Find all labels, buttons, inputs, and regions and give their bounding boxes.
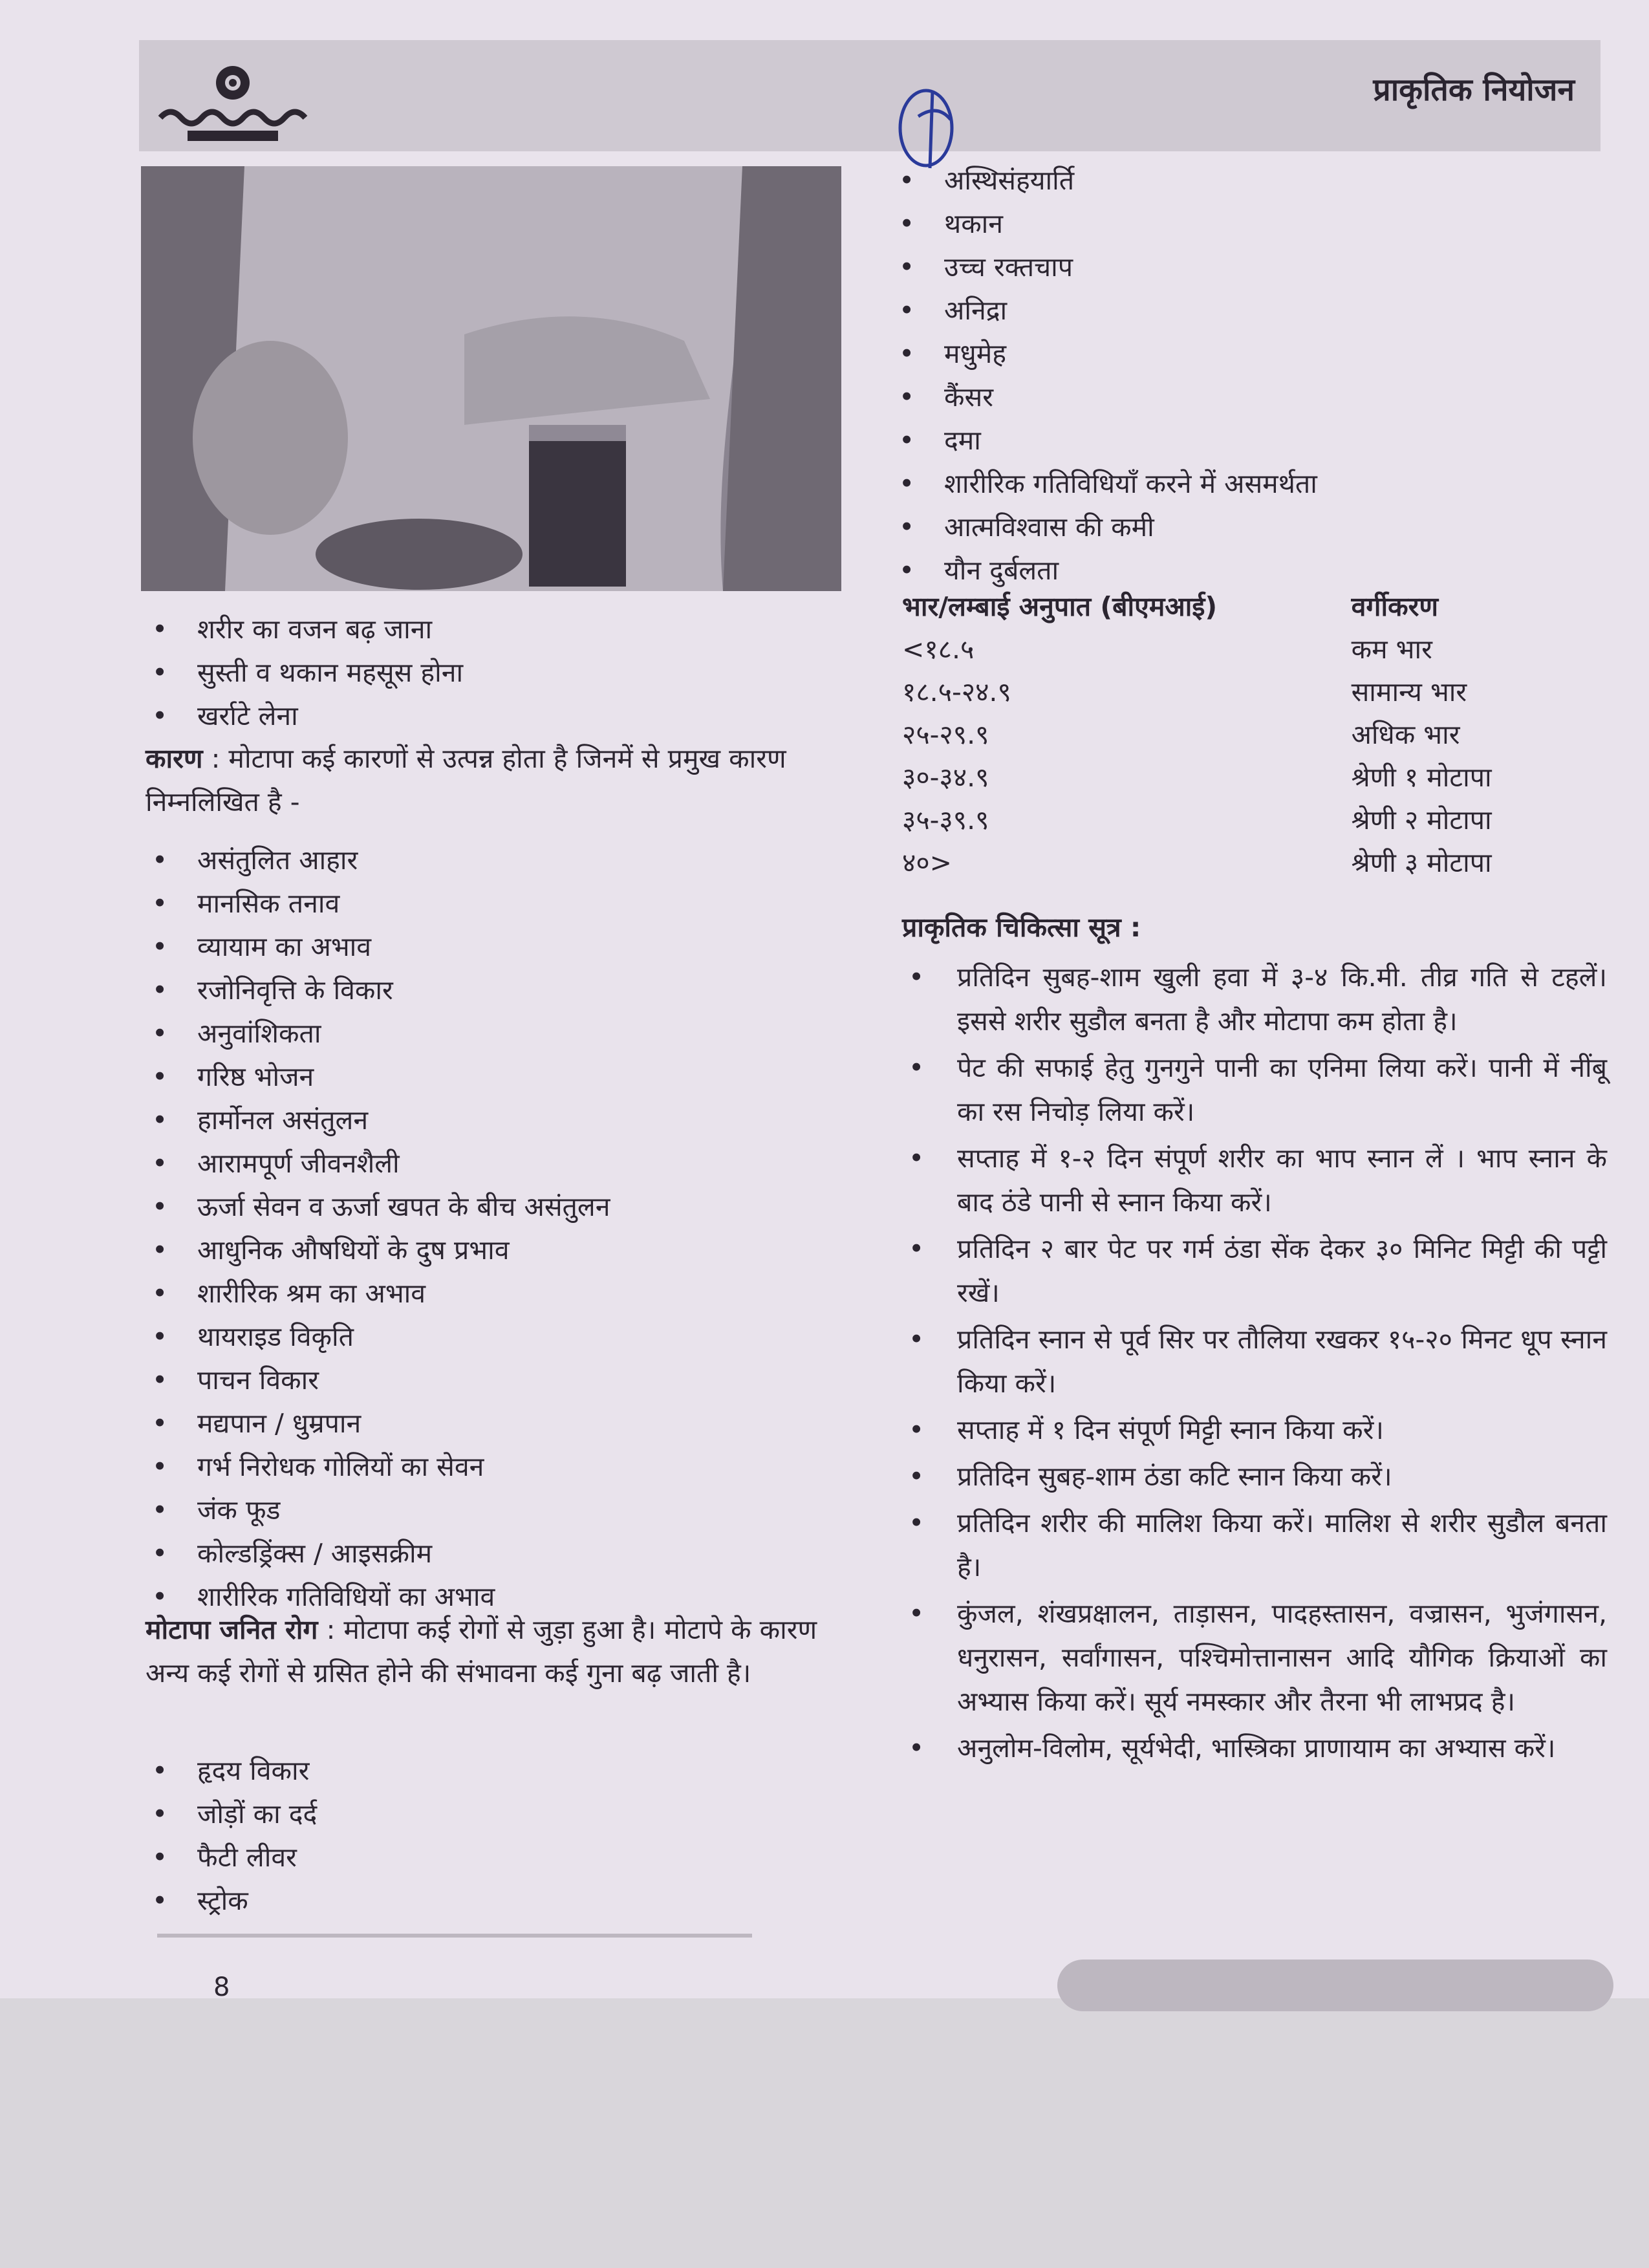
list-item: • मानसिक तनाव [146,882,857,925]
list-item: • यौन दुर्बलता [892,549,1604,592]
bmi-range: १८.५-२४.९ [902,676,1011,707]
list-item: • दमा [892,419,1604,462]
obesity-photo [141,166,841,591]
list-item: • कोल्डड्रिंक्स / आइसक्रीम [146,1532,857,1575]
bmi-class: कम भार [1351,634,1432,665]
table-row [902,756,1549,799]
list-item: • आरामपूर्ण जीवनशैली [146,1142,857,1185]
list-item: • कुंजल, शंखप्रक्षालन, ताड़ासन, पादहस्तासन, वज्रासन, भुजंगासन, धनुरासन, सर्वांगासन, पश्चिमोत्तानासन आदि यौगिक क्रियाओं का अभ्यास किया करें। सूर्य नमस्कार और तैरना भी लाभप्रद है। [902,1592,1607,1723]
list-item: • उच्च रक्तचाप [892,246,1604,289]
table-row [902,628,1549,671]
list-item: • गर्भ निरोधक गोलियों का सेवन [146,1445,857,1489]
list-item: • खर्राटे लेना [146,695,857,738]
diseases-intro [146,1608,857,1695]
bmi-range: ४०> [902,847,952,878]
causes-list [146,839,857,1619]
list-item: • प्रतिदिन सुबह-शाम ठंडा कटि स्नान किया करें। [902,1454,1607,1498]
table-row [902,713,1549,756]
scanner-margin [0,1998,1649,2268]
list-item: • शारीरिक गतिविधियाँ करने में असमर्थता [892,462,1604,506]
page-title: प्राकृतिक नियोजन [1373,72,1575,108]
table-row [902,799,1549,841]
list-item: • आधुनिक औषधियों के दुष प्रभाव [146,1229,857,1272]
list-item: • अस्थिसंहयार्ति [892,159,1604,202]
bmi-range: ३०-३४.९ [902,762,989,793]
list-item: • शारीरिक श्रम का अभाव [146,1272,857,1315]
causes-text: : मोटापा कई कारणों से उत्पन्न होता है जिनमें से प्रमुख कारण निम्नलिखित है - [146,743,786,817]
list-item: • अनिद्रा [892,289,1604,332]
list-item: • प्रतिदिन सुबह-शाम खुली हवा में ३-४ कि.मी. तीव्र गति से टहलें। इससे शरीर सुडौल बनता है और मोटापा कम होता है। [902,955,1607,1043]
list-item: • प्रतिदिन स्नान से पूर्व सिर पर तौलिया रखकर १५-२० मिनट धूप स्नान किया करें। [902,1317,1607,1405]
bmi-range: २५-२९.९ [902,719,989,750]
bmi-header-ratio: भार/लम्बाई अनुपात (बीएमआई) [902,591,1218,622]
bmi-class: श्रेणी १ मोटापा [1351,762,1492,793]
list-item: • पेट की सफाई हेतु गुनगुने पानी का एनिमा लिया करें। पानी में नींबू का रस निचोड़ लिया करें। [902,1046,1607,1134]
list-item: • हार्मोनल असंतुलन [146,1099,857,1142]
list-item: • सप्ताह में १ दिन संपूर्ण मिट्टी स्नान किया करें। [902,1408,1607,1452]
list-item: • असंतुलित आहार [146,839,857,882]
symptoms-list [146,608,857,738]
list-item: • थकान [892,202,1604,246]
list-item: • प्रतिदिन शरीर की मालिश किया करें। मालिश से शरीर सुडौल बनता है। [902,1501,1607,1589]
nature-cure-title: प्राकृतिक चिकित्सा सूत्र : [902,912,1141,943]
list-item: • रजोनिवृत्ति के विकार [146,969,857,1012]
list-item: • आत्मविश्वास की कमी [892,506,1604,549]
bmi-range: ३५-३९.९ [902,805,989,836]
list-item: • जंक फूड [146,1489,857,1532]
wave-sun-logo-icon [155,58,310,149]
diseases-list-left [146,1749,857,1923]
list-item: • सप्ताह में १-२ दिन संपूर्ण शरीर का भाप स्नान लें । भाप स्नान के बाद ठंडे पानी से स्नान किया करें। [902,1136,1607,1224]
bmi-class: सामान्य भार [1351,676,1467,707]
list-item: • जोड़ों का दर्द [146,1793,857,1836]
list-item: • अनुलोम-विलोम, सूर्यभेदी, भास्त्रिका प्राणायाम का अभ्यास करें। [902,1726,1607,1770]
footer-banner [1057,1960,1613,2011]
list-item: • हृदय विकार [146,1749,857,1793]
list-item: • अनुवांशिकता [146,1012,857,1055]
list-item: • सुस्ती व थकान महसूस होना [146,651,857,695]
table-row [902,671,1549,713]
list-item: • व्यायाम का अभाव [146,925,857,969]
list-item: • स्ट्रोक [146,1879,857,1923]
list-item: • मद्यपान / धुम्रपान [146,1402,857,1445]
causes-label: कारण [146,743,203,774]
diseases-list-right [892,159,1604,592]
list-item: • मधुमेह [892,332,1604,376]
list-item: • गरिष्ठ भोजन [146,1055,857,1099]
list-item: • प्रतिदिन २ बार पेट पर गर्म ठंडा सेंक देकर ३० मिनिट मिट्टी की पट्टी रखें। [902,1227,1607,1315]
bmi-table [902,585,1549,884]
footer-rule [157,1934,752,1938]
list-item: • शरीर का वजन बढ़ जाना [146,608,857,651]
bmi-header-class: वर्गीकरण [1351,591,1438,622]
page-number: 8 [213,1972,230,2002]
bmi-range: <१८.५ [902,634,975,665]
nature-cure-list [902,955,1607,1773]
bmi-class: अधिक भार [1351,719,1460,750]
list-item: • थायराइड विकृति [146,1315,857,1359]
bmi-class: श्रेणी २ मोटापा [1351,805,1492,836]
table-row [902,841,1549,884]
diseases-label: मोटापा जनित रोग [146,1614,318,1645]
diseases-text: : मोटापा कई रोगों से जुड़ा हुआ है। मोटापे के कारण अन्य कई रोगों से ग्रसित होने की संभावना कई गुना बढ़ जाती है। [146,1614,817,1689]
list-item: • कैंसर [892,376,1604,419]
list-item: • ऊर्जा सेवन व ऊर्जा खपत के बीच असंतुलन [146,1185,857,1229]
causes-intro [146,737,857,824]
list-item: • फैटी लीवर [146,1836,857,1879]
list-item: • पाचन विकार [146,1359,857,1402]
bmi-class: श्रेणी ३ मोटापा [1351,847,1492,878]
list-item: • शारीरिक गतिविधियों का अभाव [146,1575,857,1619]
